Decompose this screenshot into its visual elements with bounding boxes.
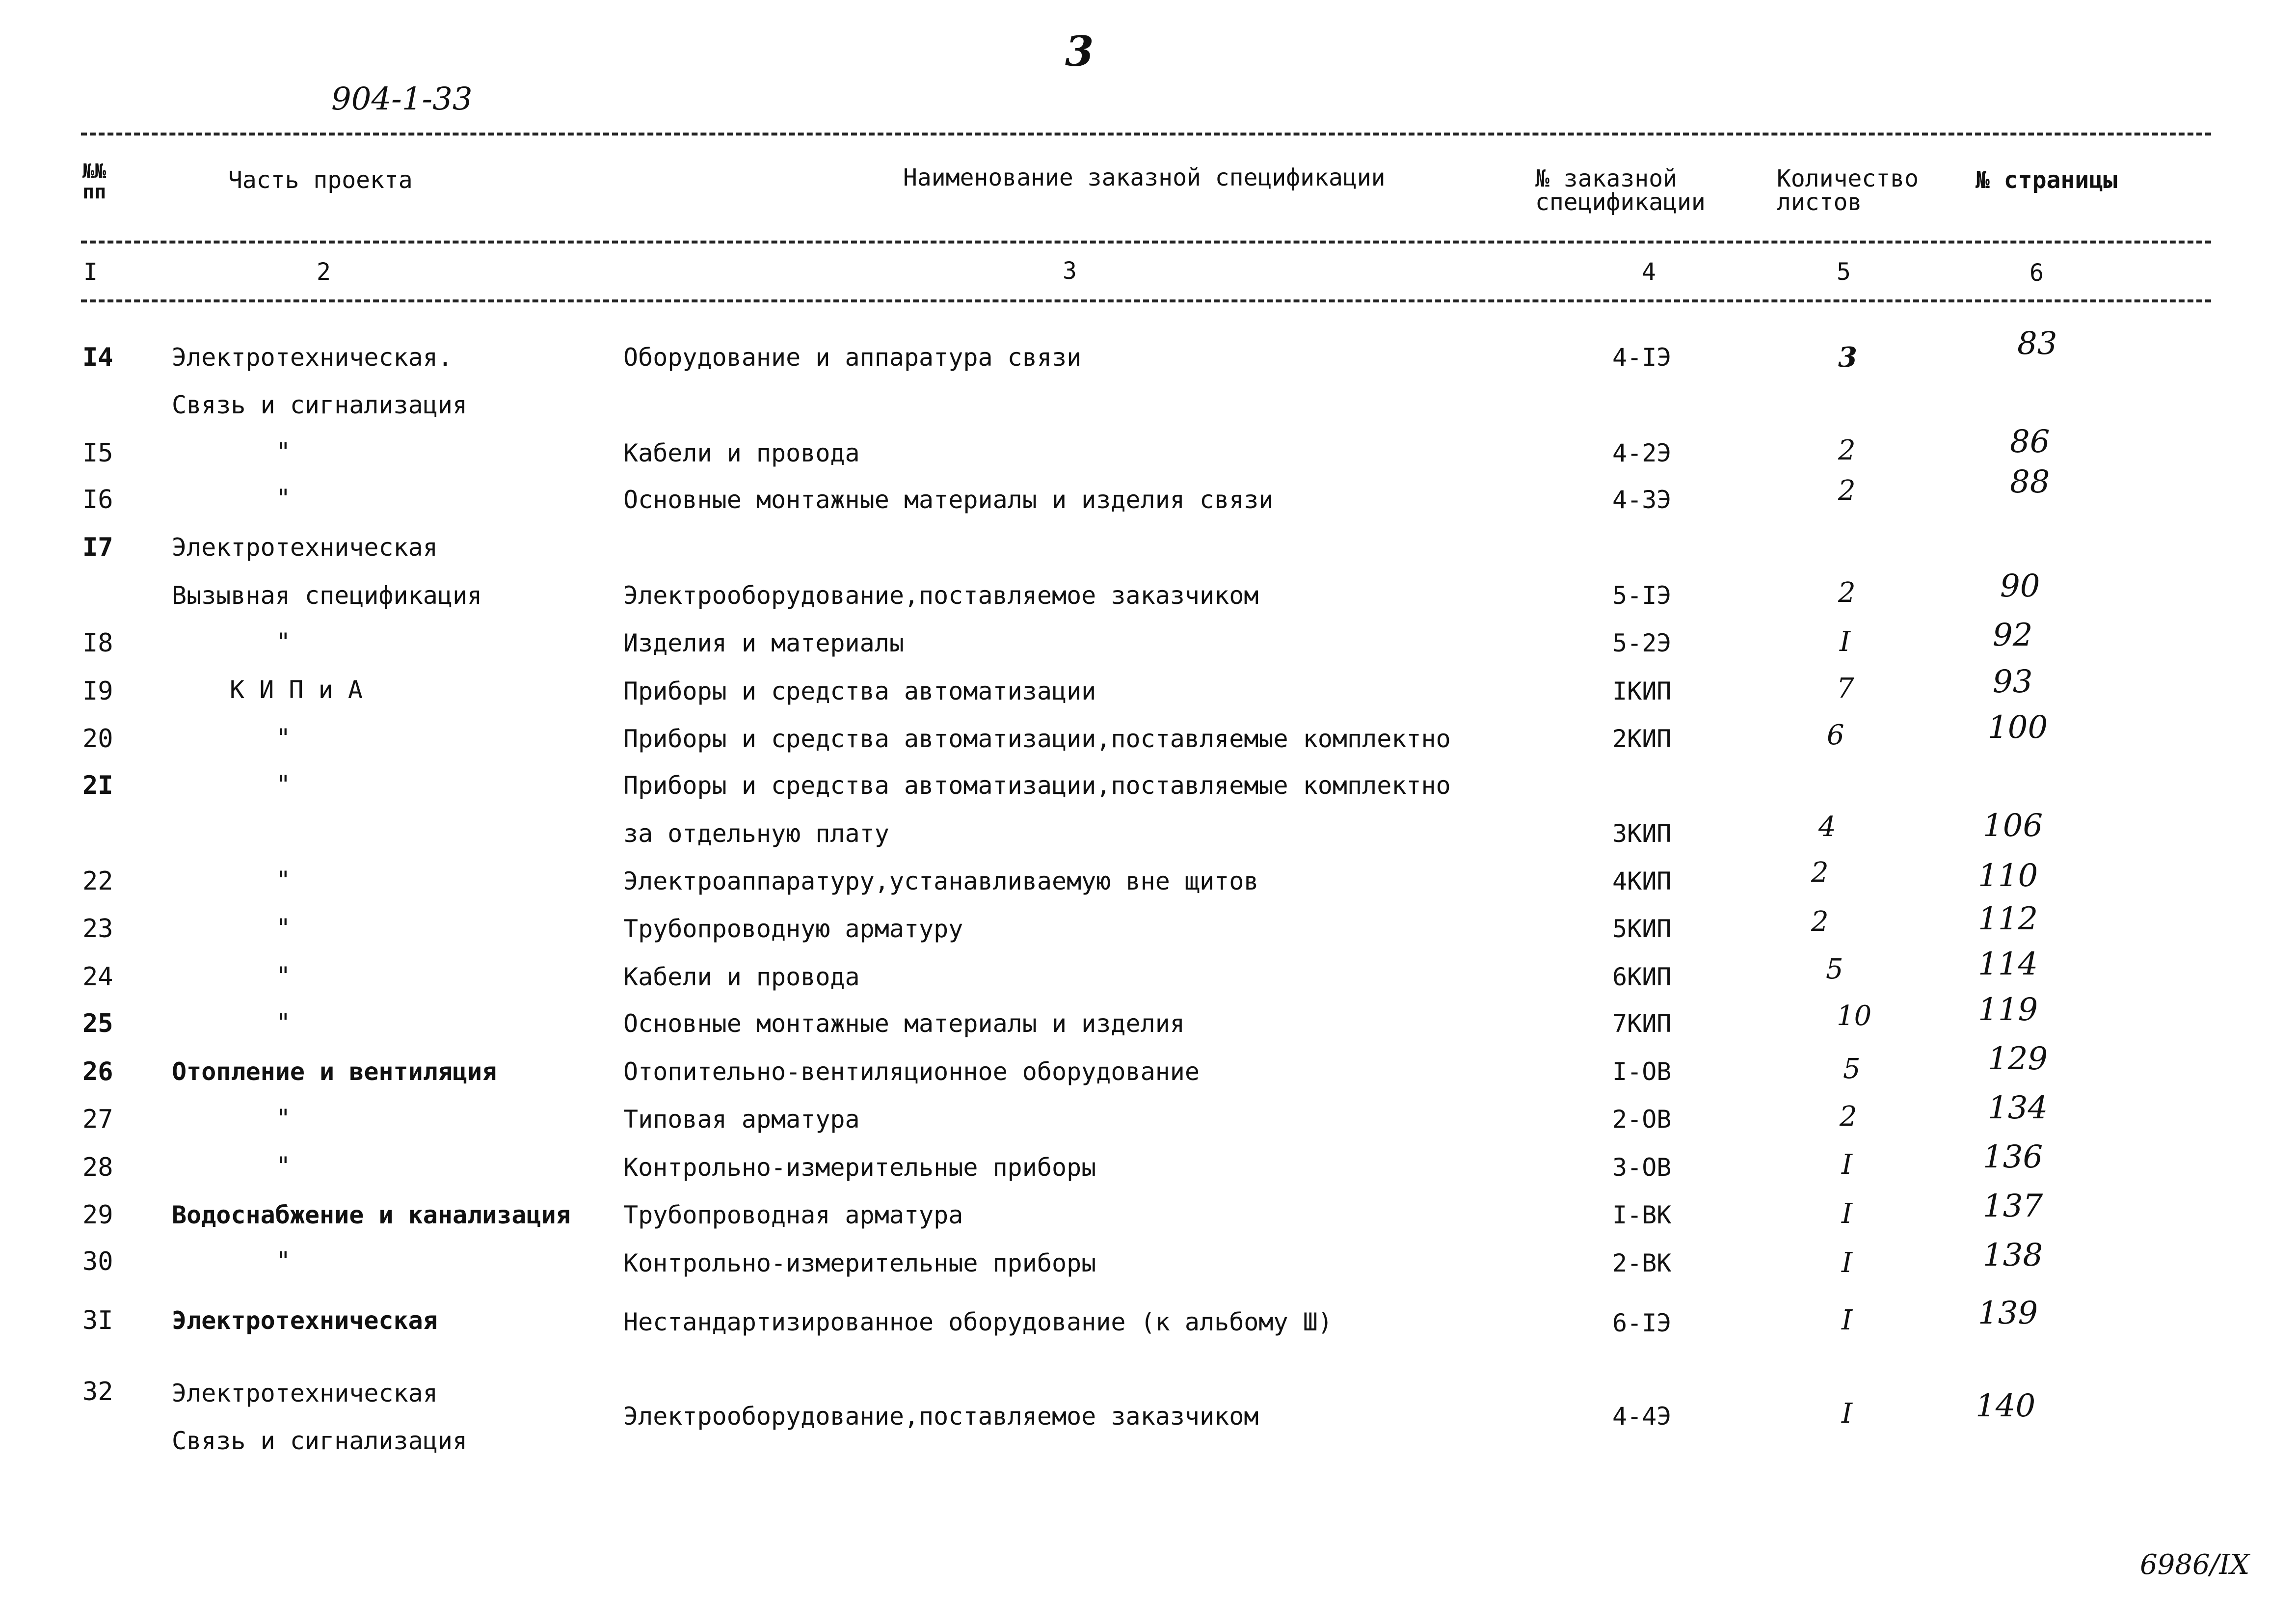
row-qty: 2 bbox=[1838, 577, 1856, 609]
row-part: " bbox=[276, 1008, 291, 1037]
row-page: 112 bbox=[1978, 901, 2038, 937]
row-name: Оборудование и аппаратура связи bbox=[623, 343, 1082, 372]
row-part: " bbox=[276, 962, 291, 990]
row-spec: 4-2Э bbox=[1612, 439, 1672, 467]
row-number: I7 bbox=[82, 533, 113, 562]
footer-code: 6986/IX bbox=[2140, 1549, 2250, 1581]
row-spec: I-ОВ bbox=[1612, 1057, 1672, 1086]
row-part: Электротехническая bbox=[172, 1306, 438, 1335]
row-name: Контрольно-измерительные приборы bbox=[623, 1249, 1096, 1277]
row-qty: 2 bbox=[1838, 434, 1856, 466]
row-number: 2I bbox=[82, 771, 113, 800]
row-page: 136 bbox=[1983, 1139, 2043, 1175]
row-part: Электротехническая bbox=[172, 1379, 438, 1407]
row-name: Изделия и материалы bbox=[623, 629, 904, 657]
row-qty: I bbox=[1842, 1247, 1853, 1279]
row-spec: 2КИП bbox=[1612, 725, 1672, 753]
row-name: Трубопроводная арматура bbox=[623, 1201, 963, 1229]
row-spec: 4КИП bbox=[1612, 867, 1672, 895]
row-page: 140 bbox=[1976, 1388, 2036, 1424]
row-name: Приборы и средства автоматизации bbox=[623, 677, 1096, 705]
row-page: 88 bbox=[2010, 464, 2050, 500]
row-qty: 3 bbox=[1838, 341, 1857, 374]
row-name: Электроаппаратуру,устанавливаемую вне щитов bbox=[623, 867, 1259, 895]
row-qty: I bbox=[1842, 1304, 1853, 1336]
row-part-line2: Связь и сигнализация bbox=[172, 391, 468, 419]
row-page: 129 bbox=[1988, 1041, 2048, 1077]
top-rule bbox=[81, 133, 2211, 135]
row-qty: I bbox=[1842, 1149, 1853, 1181]
row-name: Типовая арматура bbox=[623, 1105, 860, 1134]
colnum-4: 4 bbox=[1642, 258, 1656, 286]
row-page: 90 bbox=[2000, 568, 2040, 604]
row-part: Отопление и вентиляция bbox=[172, 1057, 497, 1086]
row-spec: 4-IЭ bbox=[1612, 343, 1672, 372]
row-part: " bbox=[276, 437, 291, 466]
row-part: Электротехническая bbox=[172, 533, 438, 562]
row-number: 28 bbox=[82, 1153, 113, 1182]
row-number: 26 bbox=[82, 1057, 113, 1086]
row-part: " bbox=[276, 1152, 291, 1180]
row-part-line2: Вызывная спецификация bbox=[172, 581, 482, 610]
row-part-line2: Связь и сигнализация bbox=[172, 1427, 468, 1455]
row-page: 110 bbox=[1978, 858, 2038, 894]
row-part: " bbox=[276, 628, 291, 656]
row-spec: 2-ВК bbox=[1612, 1249, 1672, 1277]
row-number: 29 bbox=[82, 1200, 113, 1230]
row-qty: 2 bbox=[1811, 857, 1829, 889]
row-number: I9 bbox=[82, 677, 113, 706]
row-page: 106 bbox=[1983, 808, 2043, 844]
header-num: №№ пп bbox=[82, 160, 107, 203]
row-spec: 3КИП bbox=[1612, 819, 1672, 848]
header-name: Наименование заказной спецификации bbox=[903, 164, 1386, 191]
row-qty: I bbox=[1842, 1398, 1853, 1430]
row-page: 114 bbox=[1978, 946, 2038, 982]
row-name: Нестандартизированное оборудование (к альбому Ш) bbox=[623, 1308, 1333, 1336]
row-part: " bbox=[276, 866, 291, 894]
colnum-2: 2 bbox=[317, 258, 331, 286]
row-page: 83 bbox=[2017, 325, 2057, 362]
row-spec: 5-2Э bbox=[1612, 629, 1672, 657]
colnum-3: 3 bbox=[1063, 257, 1077, 285]
row-number: 32 bbox=[82, 1377, 113, 1407]
row-spec: 5КИП bbox=[1612, 915, 1672, 943]
row-qty: 2 bbox=[1838, 475, 1856, 507]
row-part: " bbox=[276, 724, 291, 752]
row-spec: 6КИП bbox=[1612, 963, 1672, 991]
row-name: Контрольно-измерительные приборы bbox=[623, 1153, 1096, 1182]
row-part: " bbox=[276, 484, 291, 513]
row-number: 30 bbox=[82, 1247, 113, 1276]
row-spec: 4-4Э bbox=[1612, 1402, 1672, 1431]
row-part: К И П и А bbox=[230, 676, 363, 704]
row-part: Электротехническая. bbox=[172, 343, 453, 372]
row-page: 134 bbox=[1988, 1090, 2048, 1126]
row-spec: 2-ОВ bbox=[1612, 1105, 1672, 1134]
colnum-5: 5 bbox=[1837, 258, 1851, 286]
row-qty: 2 bbox=[1811, 906, 1829, 938]
row-name: Трубопроводную арматуру bbox=[623, 915, 963, 943]
row-name: Основные монтажные материалы и изделия bbox=[623, 1009, 1185, 1038]
row-qty: 6 bbox=[1827, 719, 1844, 751]
header-spec: № заказной спецификации bbox=[1535, 165, 1706, 216]
row-part: " bbox=[276, 1104, 291, 1133]
row-page: 139 bbox=[1978, 1295, 2038, 1331]
row-name: Основные монтажные материалы и изделия связи bbox=[623, 486, 1274, 514]
header-qty: Количество листов bbox=[1777, 165, 1919, 216]
row-number: 20 bbox=[82, 724, 113, 754]
row-qty: 4 bbox=[1818, 811, 1836, 843]
row-number: 22 bbox=[82, 866, 113, 896]
row-number: 25 bbox=[82, 1009, 113, 1038]
row-name: Кабели и провода bbox=[623, 963, 860, 991]
row-number: I6 bbox=[82, 485, 113, 514]
row-name: Электрооборудование,поставляемое заказчиком bbox=[623, 581, 1259, 610]
row-spec: 4-3Э bbox=[1612, 486, 1672, 514]
row-page: 93 bbox=[1993, 664, 2033, 700]
row-qty: 2 bbox=[1840, 1101, 1857, 1133]
row-qty: 5 bbox=[1843, 1053, 1861, 1085]
row-part: " bbox=[276, 914, 291, 942]
row-number: 27 bbox=[82, 1105, 113, 1134]
row-number: I5 bbox=[82, 438, 113, 468]
row-number: 23 bbox=[82, 914, 113, 944]
project-code: 904-1-33 bbox=[331, 81, 473, 117]
row-page: 86 bbox=[2010, 424, 2050, 460]
row-part: " bbox=[276, 770, 291, 799]
row-spec: 5-IЭ bbox=[1612, 581, 1672, 610]
row-name-line2: за отдельную плату bbox=[623, 819, 889, 848]
row-part: Водоснабжение и канализация bbox=[172, 1201, 571, 1229]
colnum-rule bbox=[81, 299, 2211, 302]
row-qty: I bbox=[1842, 1198, 1853, 1230]
row-page: 92 bbox=[1993, 617, 2033, 653]
row-name: Приборы и средства автоматизации,поставляемые комплектно bbox=[623, 771, 1451, 800]
header-rule bbox=[81, 241, 2211, 244]
header-page: № страницы bbox=[1976, 166, 2117, 194]
row-page: 138 bbox=[1983, 1237, 2043, 1273]
row-spec: 3-ОВ bbox=[1612, 1153, 1672, 1182]
row-part: " bbox=[276, 1246, 291, 1275]
row-name: Электрооборудование,поставляемое заказчиком bbox=[623, 1402, 1259, 1431]
row-name: Отопительно-вентиляционное оборудование bbox=[623, 1057, 1200, 1086]
row-spec: 7КИП bbox=[1612, 1009, 1672, 1038]
row-qty: 7 bbox=[1837, 673, 1854, 704]
row-qty: I bbox=[1840, 626, 1851, 658]
row-number: I4 bbox=[82, 343, 113, 372]
row-qty: 5 bbox=[1826, 953, 1843, 985]
row-name: Кабели и провода bbox=[623, 439, 860, 467]
row-page: 137 bbox=[1983, 1188, 2043, 1224]
colnum-1: I bbox=[83, 258, 98, 286]
row-page: 100 bbox=[1988, 709, 2048, 746]
row-number: I8 bbox=[82, 628, 113, 658]
row-number: 24 bbox=[82, 962, 113, 992]
row-spec: I-ВК bbox=[1612, 1201, 1672, 1229]
row-name: Приборы и средства автоматизации,поставляемые комплектно bbox=[623, 725, 1451, 753]
row-page: 119 bbox=[1978, 992, 2038, 1028]
colnum-6: 6 bbox=[2029, 259, 2044, 287]
row-spec: 6-IЭ bbox=[1612, 1309, 1672, 1337]
header-part: Часть проекта bbox=[228, 166, 413, 194]
row-spec: IКИП bbox=[1612, 677, 1672, 705]
page-number: 3 bbox=[1065, 27, 1094, 76]
row-qty: 10 bbox=[1837, 1000, 1872, 1032]
row-number: 3I bbox=[82, 1306, 113, 1335]
